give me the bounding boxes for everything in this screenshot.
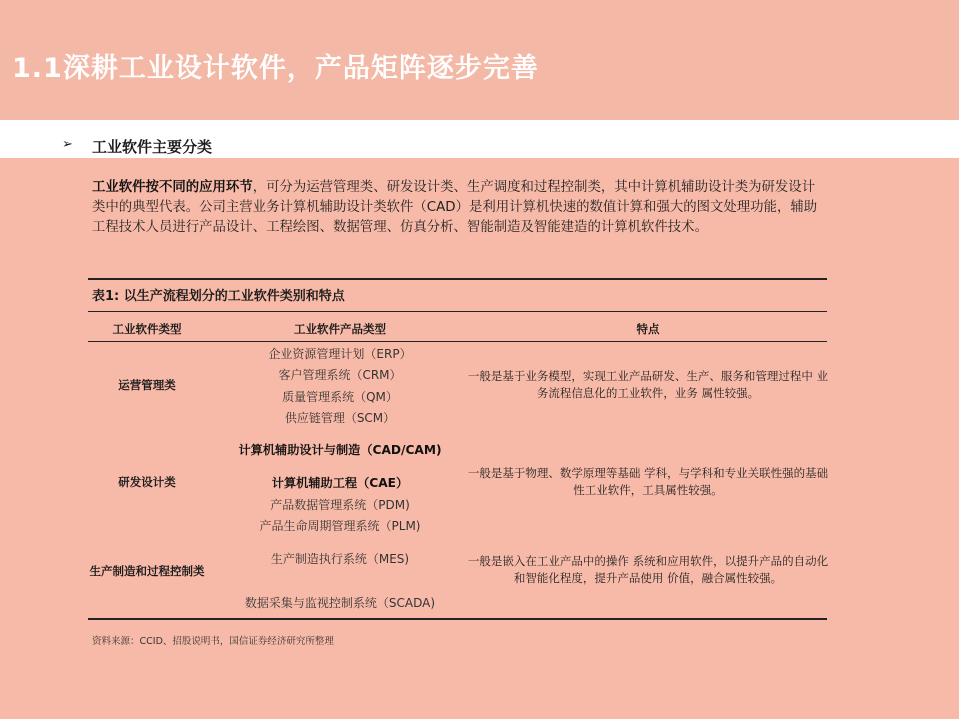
product-item: 产品数据管理系统（PDM) xyxy=(270,498,410,512)
table-header-rule xyxy=(88,341,827,342)
product-item: 计算机辅助工程（CAE） xyxy=(271,476,409,490)
category-production-control: 生产制造和过程控制类 xyxy=(89,564,205,578)
column-header-features: 特点 xyxy=(636,322,660,336)
product-item: 质量管理系统（QM） xyxy=(282,390,398,404)
feature-production-control: 一般是嵌入在工业产品中的操作 系统和应用软件，以提升产品的自动化和智能化程度，提升产品使用 价值，融合属性较强。 xyxy=(467,554,829,585)
product-item: 客户管理系统（CRM） xyxy=(278,368,402,382)
column-header-category: 工业软件类型 xyxy=(112,322,182,336)
category-rnd-design: 研发设计类 xyxy=(118,475,176,489)
category-operations: 运营管理类 xyxy=(118,378,176,392)
product-item: 企业资源管理计划（ERP） xyxy=(268,347,412,361)
product-item: 数据采集与监视控制系统（SCADA) xyxy=(244,596,436,610)
product-item: 生产制造执行系统（MES) xyxy=(270,552,410,566)
page-title: 1.1深耕工业设计软件，产品矩阵逐步完善 xyxy=(12,53,539,84)
section-heading: 工业软件主要分类 xyxy=(92,138,213,156)
table-title-rule xyxy=(88,311,827,312)
intro-text: ，可分为运营管理类、研发设计类、生产调度和过程控制类，其中计算机辅助设计类为研发设计类中的典型代表。公司主营业务计算机辅助设计类软件（CAD）是利用计算机快速的数值计算和强大的图文处理功能，辅助工程技术人员进行产品设计、工程绘图、数据管理、仿真分析、智能制造及智能建造的计算机软件技术。 xyxy=(92,180,818,235)
column-header-products: 工业软件产品类型 xyxy=(294,322,386,336)
intro-bold-lead: 工业软件按不同的应用环节 xyxy=(92,180,253,195)
source-note: 资料来源：CCID、招股说明书，国信证券经济研究所整理 xyxy=(92,636,334,647)
product-item: 计算机辅助设计与制造（CAD/CAM) xyxy=(238,443,442,457)
bullet-arrow-icon: ➢ xyxy=(62,137,73,152)
feature-rnd-design: 一般是基于物理、数学原理等基础 学科，与学科和专业关联性强的基础性工业软件，工具属性较强。 xyxy=(467,466,829,497)
table-title: 表1: 以生产流程划分的工业软件类别和特点 xyxy=(92,289,345,304)
intro-paragraph xyxy=(92,178,827,238)
table-top-rule xyxy=(88,278,827,280)
table-bottom-rule xyxy=(88,618,827,620)
product-item: 供应链管理（SCM） xyxy=(284,411,396,425)
feature-operations: 一般是基于业务模型，实现工业产品研发、生产、服务和管理过程中 业务流程信息化的工业软件，业务 属性较强。 xyxy=(467,369,829,400)
product-item: 产品生命周期管理系统（PLM) xyxy=(259,519,421,533)
